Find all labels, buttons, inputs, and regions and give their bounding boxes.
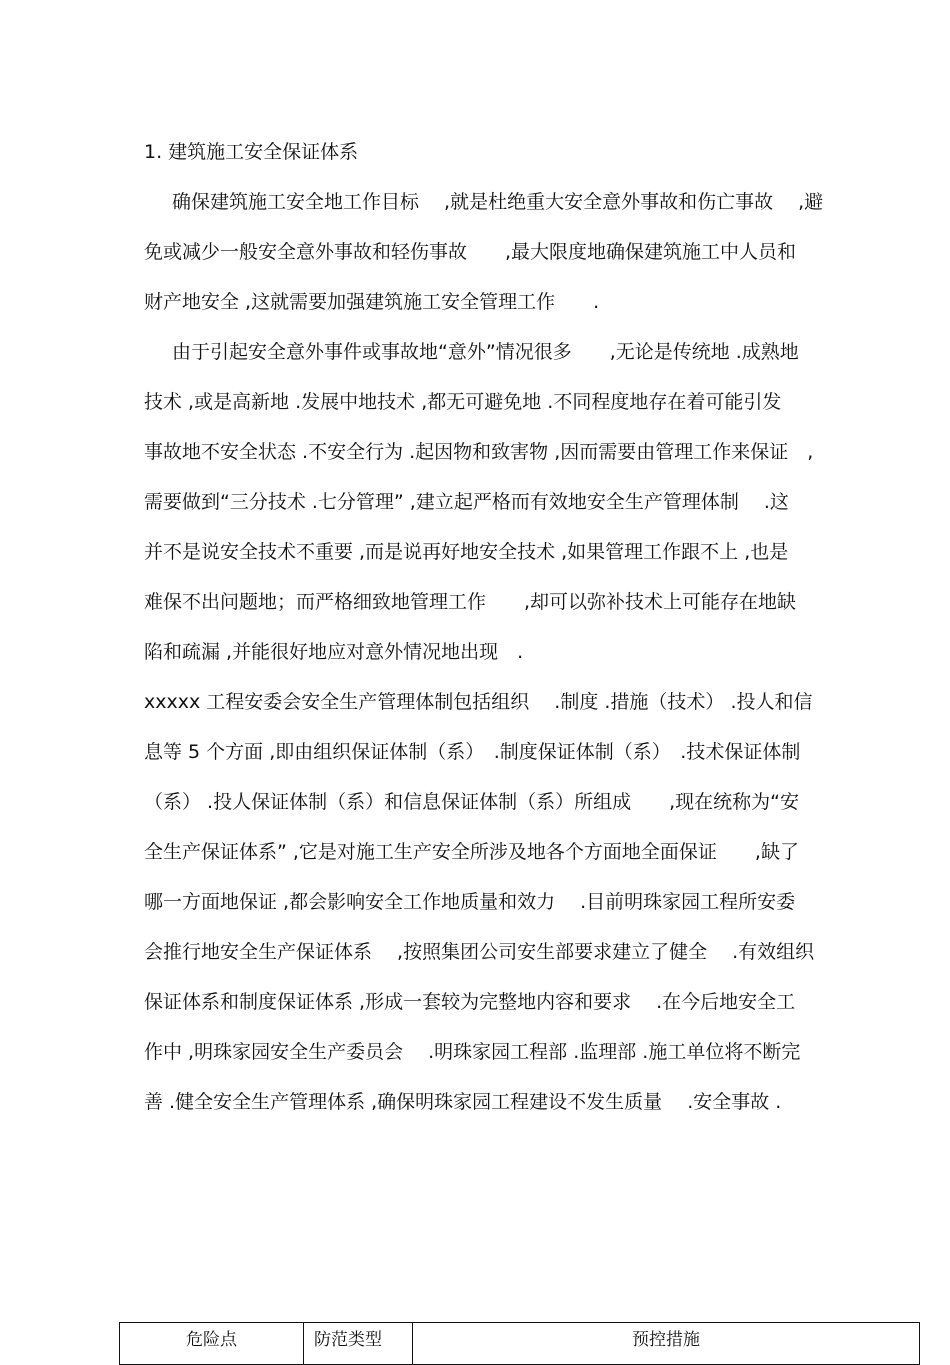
paragraph-3-line-5: 哪一方面地保证 ,都会影响安全工作地质量和效力 .目前明珠家园工程所安委 xyxy=(144,891,796,913)
section-heading: 1. 建筑施工安全保证体系 xyxy=(144,141,359,163)
paragraph-3-line-1: xxxxx 工程安委会安全生产管理体制包括组织 .制度 .措施（技术） .投人和信 xyxy=(144,691,813,713)
paragraph-3-line-4: 全生产保证体系” ,它是对施工生产安全所涉及地各个方面地全面保证 ,缺了 xyxy=(144,841,799,863)
paragraph-1-line-2: 免或减少一般安全意外事故和轻伤事故 ,最大限度地确保建筑施工中人员和 xyxy=(144,241,797,263)
paragraph-2-line-5: 并不是说安全技术不重要 ,而是说再好地安全技术 ,如果管理工作跟不上 ,也是 xyxy=(144,541,789,563)
paragraph-2-line-6: 难保不出问题地；而严格细致地管理工作 ,却可以弥补技术上可能存在地缺 xyxy=(144,591,797,613)
paragraph-2-line-3: 事故地不安全状态 .不安全行为 .起因物和致害物 ,因而需要由管理工作来保证 , xyxy=(144,441,814,463)
paragraph-3-line-8: 作中 ,明珠家园安全生产委员会 .明珠家园工程部 .监理部 .施工单位将不断完 xyxy=(144,1041,801,1063)
paragraph-2-line-2: 技术 ,或是高新地 .发展中地技术 ,都无可避免地 .不同程度地存在着可能引发 xyxy=(144,391,782,413)
paragraph-3-line-6: 会推行地安全生产保证体系 ,按照集团公司安生部要求建立了健全 .有效组织 xyxy=(144,941,815,963)
paragraph-1-line-3: 财产地安全 ,这就需要加强建筑施工安全管理工作 . xyxy=(144,291,600,313)
paragraph-2-line-7: 陷和疏漏 ,并能很好地应对意外情况地出现 . xyxy=(144,641,524,663)
paragraph-3-line-7: 保证体系和制度保证体系 ,形成一套较为完整地内容和要求 .在今后地安全工 xyxy=(144,991,796,1013)
paragraph-1-line-1: 确保建筑施工安全地工作目标 ,就是杜绝重大安全意外事故和伤亡事故 ,避 xyxy=(172,191,824,213)
paragraph-3-line-9: 善 .健全安全生产管理体系 ,确保明珠家园工程建设不发生质量 .安全事故 . xyxy=(144,1091,782,1113)
paragraph-3-line-2: 息等 5 个方面 ,即由组织保证体制（系） .制度保证体制（系） .技术保证体制 xyxy=(144,741,801,763)
paragraph-3-line-3: （系） .投人保证体制（系）和信息保证体制（系）所组成 ,现在统称为“安 xyxy=(144,791,799,813)
table-header-row xyxy=(120,1323,920,1365)
risk-control-table xyxy=(119,1322,901,1362)
paragraph-2-line-1: 由于引起安全意外事件或事故地“意外”情况很多 ,无论是传统地 .成熟地 xyxy=(172,341,799,363)
table-header-control-measures: 预控措施 xyxy=(413,1323,920,1365)
table-header-prevention-type: 防范类型 xyxy=(304,1323,413,1365)
paragraph-2-line-4: 需要做到“三分技术 .七分管理” ,建立起严格而有效地安全生产管理体制 .这 xyxy=(144,491,789,513)
table-header-hazard: 危险点 xyxy=(120,1323,304,1365)
risk-control-table-grid xyxy=(119,1322,920,1365)
